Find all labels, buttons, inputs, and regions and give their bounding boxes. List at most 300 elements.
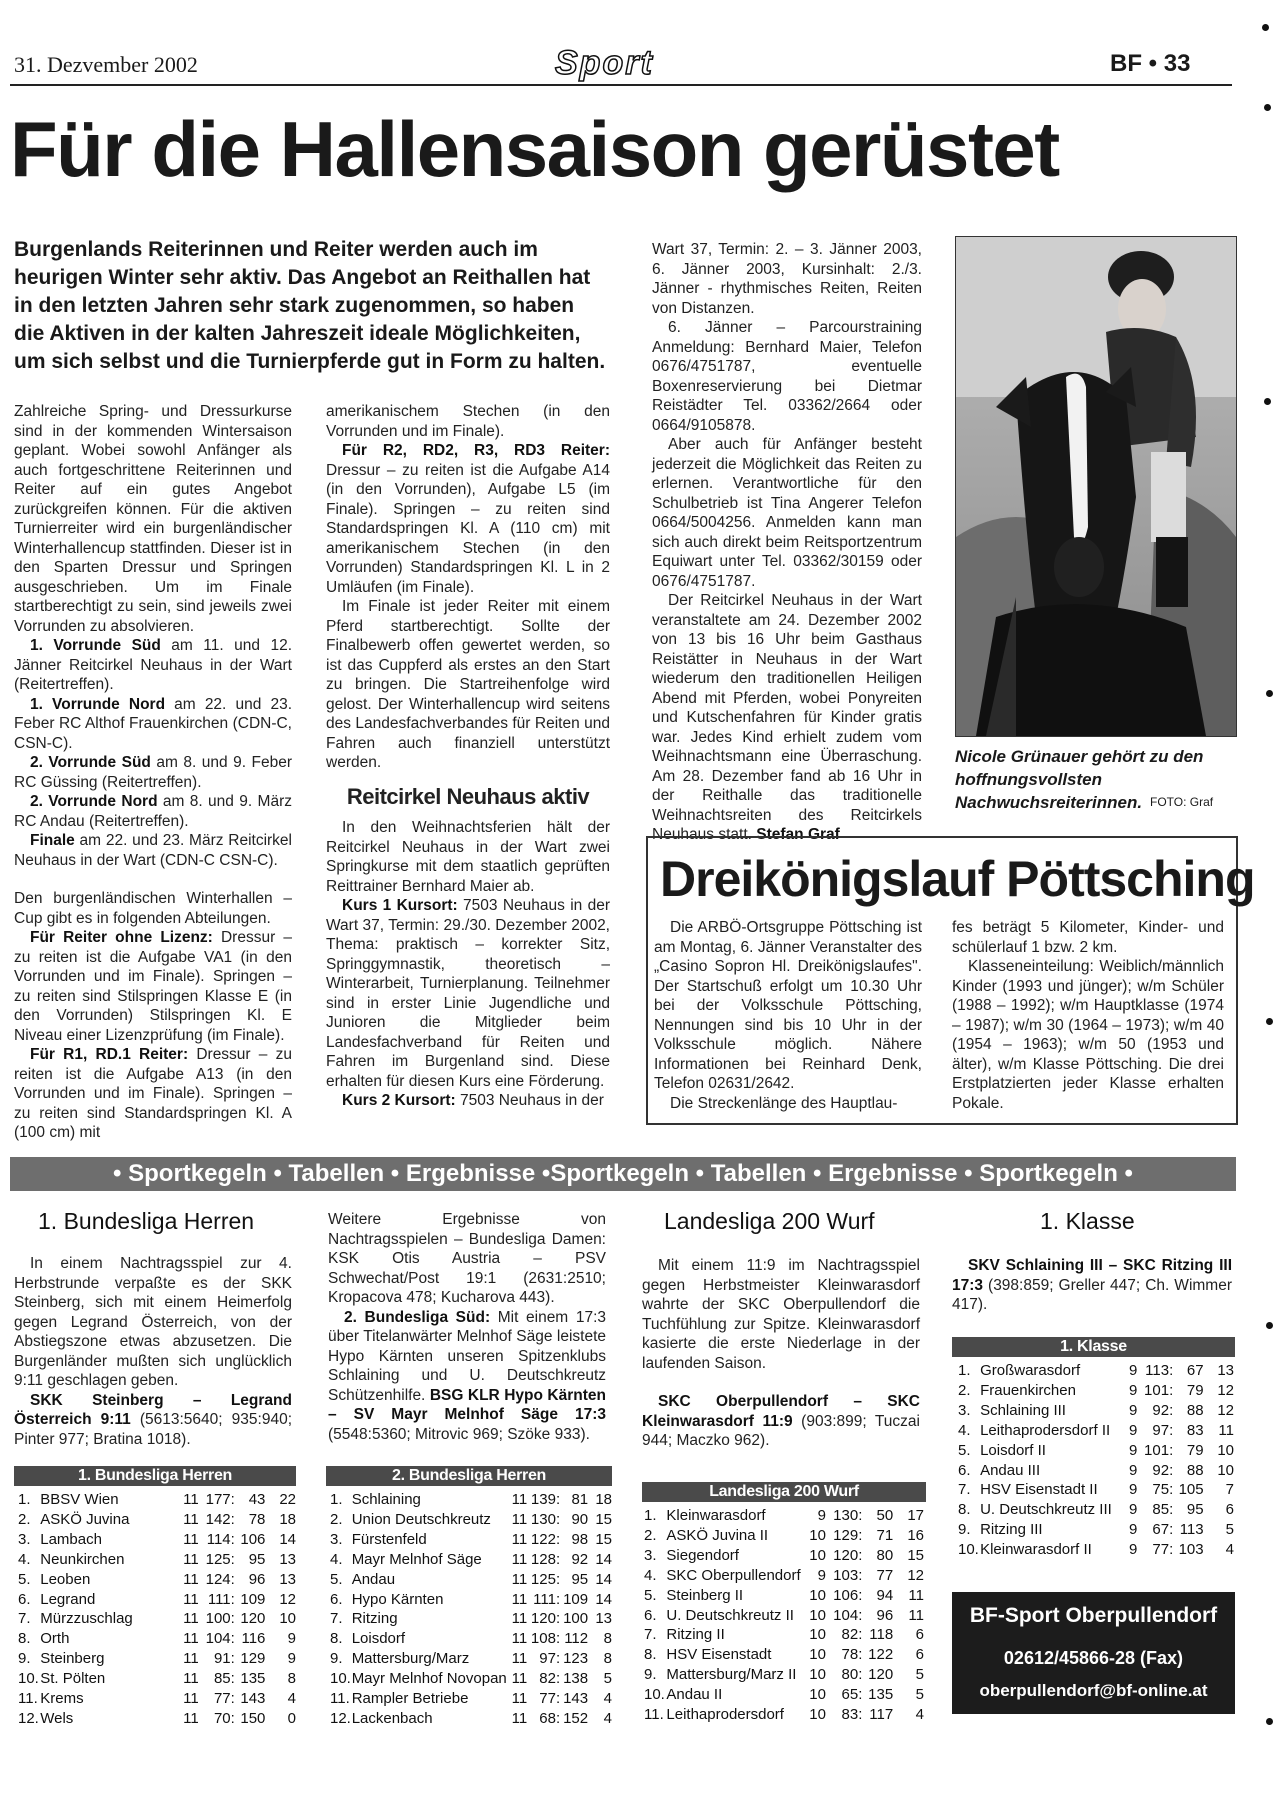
- score-against-cell: 117: [869, 1706, 894, 1724]
- points-cell: 5: [915, 1686, 924, 1704]
- score-for-cell: 77:: [1152, 1541, 1174, 1559]
- rank-cell: 7.: [18, 1610, 31, 1628]
- score-against-cell: 83: [1186, 1421, 1204, 1439]
- games-cell: 11: [511, 1630, 528, 1648]
- bold-text: 2. Vorrunde Nord: [30, 793, 158, 810]
- score-for-cell: 122:: [530, 1530, 561, 1548]
- team-cell: Legrand: [40, 1590, 96, 1608]
- team-cell: Mattersburg/Marz II: [666, 1666, 797, 1684]
- edge-mark: [1264, 398, 1271, 405]
- score-for-cell: 114:: [206, 1530, 235, 1548]
- rank-cell: 3.: [958, 1401, 971, 1419]
- points-cell: 15: [907, 1546, 924, 1564]
- table-row: [958, 1461, 1234, 1481]
- points-cell: 11: [908, 1586, 924, 1604]
- games-cell: 11: [511, 1530, 528, 1548]
- table-header-landesliga: Landesliga 200 Wurf: [642, 1482, 926, 1502]
- score-against-cell: 106: [240, 1530, 266, 1548]
- points-cell: 0: [287, 1709, 296, 1727]
- score-against-cell: 123: [563, 1650, 589, 1668]
- team-cell: Andau II: [666, 1686, 723, 1704]
- score-for-cell: 111:: [533, 1590, 561, 1608]
- bold-text: Für R2, RD2, R3, RD3 Reiter:: [342, 442, 610, 459]
- team-cell: Steinberg II: [666, 1586, 744, 1604]
- table-row: [958, 1381, 1234, 1401]
- games-cell: 11: [511, 1550, 528, 1568]
- rank-cell: 1.: [644, 1507, 657, 1524]
- score-for-cell: 101:: [1144, 1381, 1174, 1399]
- paragraph: fes beträgt 5 Kilometer, Kinder- und schülerlauf 1 bzw. 2 km.: [952, 919, 1224, 956]
- paragraph: [326, 896, 610, 1091]
- table-row: [18, 1490, 296, 1510]
- article-column-3: [652, 240, 922, 845]
- score-against-cell: 120: [240, 1610, 266, 1628]
- text: (5548:5360; Mitrovic 969; Szöke 933).: [328, 1425, 590, 1443]
- table-row: [330, 1629, 612, 1649]
- team-cell: St. Pölten: [40, 1670, 106, 1688]
- issue-date: 31. Dezvember 2002: [14, 52, 198, 77]
- points-cell: 6: [1225, 1501, 1234, 1519]
- team-cell: Frauenkirchen: [980, 1381, 1076, 1399]
- games-cell: 9: [1129, 1481, 1138, 1499]
- article-author: Stefan Graf: [756, 826, 840, 843]
- rank-cell: 3.: [330, 1530, 343, 1548]
- table-row: [18, 1550, 296, 1570]
- paragraph: In einem Nachtragsspiel zur 4. Herbstrunde verpaßte es der SKK Steinberg, sich mit einem Heimerfolg gegen Legrand Österreich, von der Abstiegszone etwas abzusetzen. Die Burgenländer mußten sich unglücklich 9:11 geschlagen geben.: [14, 1255, 292, 1389]
- score-against-cell: 96: [876, 1606, 894, 1624]
- team-cell: Andau III: [980, 1461, 1041, 1479]
- score-for-cell: 125:: [205, 1550, 235, 1568]
- edge-mark: [1264, 104, 1271, 111]
- team-cell: Siegendorf: [666, 1546, 739, 1564]
- rank-cell: 11.: [18, 1690, 38, 1708]
- team-cell: ASKÖ Juvina: [40, 1510, 130, 1528]
- article-column-1: [14, 402, 292, 1143]
- team-cell: Orth: [40, 1630, 70, 1648]
- score-against-cell: 95: [1186, 1501, 1204, 1519]
- table-row: [958, 1401, 1234, 1421]
- rank-cell: 5.: [644, 1586, 657, 1604]
- edge-mark: [1262, 24, 1269, 31]
- rank-cell: 8.: [644, 1646, 657, 1664]
- team-cell: Schlaining: [351, 1491, 421, 1508]
- table-row: [958, 1500, 1234, 1520]
- points-cell: 10: [279, 1610, 296, 1628]
- score-for-cell: 97:: [1152, 1421, 1174, 1439]
- table-row: [330, 1570, 612, 1590]
- games-cell: 9: [1129, 1401, 1138, 1419]
- rank-cell: 7.: [330, 1610, 343, 1628]
- score-for-cell: 128:: [530, 1550, 561, 1568]
- table-row: [18, 1570, 296, 1590]
- rank-cell: 7.: [644, 1626, 657, 1644]
- paragraph: amerikanischem Stechen (in den Vorrunden und im Finale).: [326, 403, 610, 440]
- table-row: [958, 1441, 1234, 1461]
- text: 7503 Neuhaus in der Wart 37, Termin: 29./30. Dezember 2002, Thema: praktisch – korrekter Sitz, Springgymnastik, theoretisch – Winterarbeit, Turnierplanung. Teilnehmer sind in erster Linie Jugendliche und Junioren die Mitglieder beim Landesfachverband für Reiten und Fahren im Burgenland sind. Diese erhalten für diesen Kurs eine Förderung.: [326, 897, 610, 1090]
- points-cell: 11: [1218, 1421, 1234, 1439]
- points-cell: 14: [595, 1570, 612, 1588]
- score-against-cell: 79: [1186, 1381, 1204, 1399]
- points-cell: 12: [907, 1566, 924, 1584]
- rank-cell: 1.: [958, 1362, 971, 1379]
- rank-cell: 10.: [958, 1541, 979, 1559]
- text: Dressur – zu reiten ist die Aufgabe VA1 (in den Vorrunden und im Finale). Springen – zu reiten sind Stilspringen Klasse E (in den Vorrunden) Stilspringen Kl. E Niveau einer Lizenzprüfung (im Finale).: [14, 929, 293, 1044]
- paragraph: [14, 792, 292, 831]
- score-against-cell: 143: [240, 1690, 266, 1708]
- games-cell: 11: [183, 1709, 199, 1727]
- score-for-cell: 113:: [1145, 1362, 1174, 1379]
- points-cell: 14: [595, 1550, 612, 1568]
- team-cell: Kleinwarasdorf: [666, 1507, 766, 1524]
- score-for-cell: 92:: [1152, 1401, 1174, 1419]
- team-cell: Ritzing III: [980, 1521, 1043, 1539]
- games-cell: 11: [511, 1670, 528, 1688]
- score-for-cell: 130:: [833, 1507, 863, 1524]
- points-cell: 9: [287, 1630, 296, 1648]
- edge-mark: [1266, 1018, 1273, 1025]
- paragraph: Aber auch für Anfänger besteht jederzeit die Möglichkeit das Reiten zu erlernen. Verantwortliche für den Schulbetrieb ist Tina Angerer Telefon 0664/5004256. Anmelden kann man sich auch direkt beim Reitsportzentrum Equiwart unter Tel. 03362/30159 oder 0676/4751787.: [652, 436, 922, 590]
- team-cell: Mürzzuschlag: [40, 1610, 133, 1628]
- games-cell: 11: [183, 1530, 199, 1548]
- score-for-cell: 101:: [1144, 1441, 1174, 1459]
- article-headline: Für die Hallensaison gerüstet: [10, 105, 1059, 193]
- points-cell: 10: [1217, 1441, 1234, 1459]
- table-row: [18, 1669, 296, 1689]
- bold-text: SKK Steinberg – Legrand Österreich 9:11: [14, 1391, 292, 1428]
- score-against-cell: 113: [1179, 1521, 1204, 1539]
- score-for-cell: 82:: [841, 1626, 863, 1644]
- score-for-cell: 177:: [205, 1491, 235, 1508]
- score-against-cell: 138: [563, 1670, 589, 1688]
- table-row: [18, 1590, 296, 1610]
- points-cell: 13: [1217, 1362, 1234, 1379]
- standings-table-landesliga: [644, 1506, 924, 1725]
- bold-text: Kurs 1 Kursort:: [342, 897, 458, 914]
- score-against-cell: 150: [240, 1709, 266, 1727]
- games-cell: 11: [183, 1650, 199, 1668]
- team-cell: Andau: [351, 1570, 396, 1588]
- team-cell: Neunkirchen: [40, 1550, 125, 1568]
- boxed-article-column-2: [952, 918, 1224, 1113]
- bold-text: 2. Vorrunde Süd: [30, 754, 151, 771]
- points-cell: 6: [915, 1646, 924, 1664]
- table-row: [644, 1586, 924, 1606]
- points-cell: 8: [287, 1670, 296, 1688]
- paragraph: [14, 831, 292, 870]
- rank-cell: 9.: [330, 1650, 343, 1668]
- paragraph: Die ARBÖ-Ortsgruppe Pöttsching ist am Montag, 6. Jänner Veranstalter des „Casino Sopron Hl. Dreikönigslaufes". Der Startschuß erfolgt um 10.30 Uhr bei der Volksschule Pöttsching, Nennungen sind bis 10 Uhr in der Volksschule möglich. Nähere Informationen bei Reinhard Denk, Telefon 02631/2642.: [654, 919, 922, 1092]
- rank-cell: 2.: [18, 1510, 31, 1528]
- bold-text: 1. Vorrunde Süd: [30, 637, 161, 654]
- games-cell: 9: [1129, 1441, 1138, 1459]
- points-cell: 11: [908, 1606, 924, 1624]
- team-cell: U. Deutschkreutz III: [980, 1501, 1112, 1519]
- section-title: Sport: [555, 44, 654, 82]
- score-for-cell: 68:: [539, 1709, 561, 1727]
- rank-cell: 5.: [958, 1441, 971, 1459]
- rank-cell: 10.: [644, 1686, 665, 1704]
- bold-text: SKV Schlaining III – SKC Ritzing III 17:3: [952, 1257, 1232, 1294]
- subsection-title: Landesliga 200 Wurf: [664, 1208, 875, 1234]
- games-cell: 11: [183, 1491, 199, 1508]
- points-cell: 14: [279, 1530, 296, 1548]
- text: Dressur – zu reiten ist die Aufgabe A14 (in den Vorrunden), Aufgabe L5 (im Finale). Springen – zu reiten sind Standardspringen Kl. A (110 cm) mit amerikanischem Stechen (in den Vorrunden) Standardspringen Kl. L in 2 Umläufen (im Finale).: [326, 461, 610, 596]
- bold-text: Für Reiter ohne Lizenz:: [30, 929, 213, 946]
- table-row: [330, 1510, 612, 1530]
- table-row: [644, 1645, 924, 1665]
- paragraph: [652, 591, 922, 845]
- table-row: [330, 1669, 612, 1689]
- team-cell: Union Deutschkreutz: [351, 1510, 491, 1528]
- table-row: [958, 1480, 1234, 1500]
- table-row: [330, 1550, 612, 1570]
- score-for-cell: 91:: [213, 1650, 235, 1668]
- points-cell: 18: [279, 1510, 296, 1528]
- rank-cell: 4.: [18, 1550, 31, 1568]
- bold-text: 2. Bundesliga Süd:: [344, 1308, 491, 1326]
- table-row: [644, 1566, 924, 1586]
- paragraph: [14, 636, 292, 695]
- score-for-cell: 78:: [841, 1646, 863, 1664]
- score-against-cell: 143: [563, 1690, 589, 1708]
- points-cell: 9: [287, 1650, 296, 1668]
- rank-cell: 2.: [958, 1381, 971, 1399]
- team-cell: Wels: [40, 1709, 74, 1727]
- score-for-cell: 82:: [539, 1670, 561, 1688]
- score-against-cell: 95: [248, 1550, 266, 1568]
- table-row: [330, 1609, 612, 1629]
- rank-cell: 6.: [18, 1590, 31, 1608]
- rank-cell: 4.: [958, 1421, 971, 1439]
- score-against-cell: 88: [1186, 1401, 1204, 1419]
- points-cell: 22: [279, 1491, 296, 1508]
- games-cell: 11: [511, 1510, 528, 1528]
- score-for-cell: 83:: [841, 1706, 863, 1724]
- paragraph: 6. Jänner – Parcourstraining Anmeldung: Bernhard Maier, Telefon 0676/4751787, eventuelle Boxenreservierung bei Dietmar Reistädter Tel. 03362/2664 oder 0664/9105878.: [652, 319, 922, 434]
- text: Mit einem 17:3 über Titelanwärter Melnhof Säge leistete Hypo Kärnten unseren Spitzenklubs Schlaining und U. Deutschkreutz Schützenhilfe.: [328, 1308, 606, 1404]
- points-cell: 12: [1217, 1401, 1234, 1419]
- score-for-cell: 80:: [841, 1666, 863, 1684]
- bold-text: SKC Oberpullendorf – SKC Kleinwarasdorf 11:9: [642, 1393, 920, 1430]
- score-for-cell: 129:: [833, 1526, 863, 1544]
- score-against-cell: 122: [868, 1646, 894, 1664]
- games-cell: 11: [511, 1709, 528, 1727]
- team-cell: Hypo Kärnten: [351, 1590, 444, 1608]
- boxed-article-column-1: [654, 918, 922, 1113]
- score-against-cell: 98: [571, 1530, 589, 1548]
- standings-table-klasse1: [958, 1361, 1234, 1560]
- score-against-cell: 105: [1178, 1481, 1204, 1499]
- score-for-cell: 125:: [530, 1570, 561, 1588]
- rank-cell: 3.: [644, 1546, 657, 1564]
- team-cell: BBSV Wien: [40, 1491, 119, 1508]
- score-against-cell: 78: [248, 1510, 266, 1528]
- rank-cell: 11.: [330, 1690, 350, 1708]
- paragraph: [14, 928, 292, 1045]
- games-cell: 11: [183, 1610, 199, 1628]
- points-cell: 6: [915, 1626, 924, 1644]
- paragraph: [328, 1308, 606, 1445]
- text: (903:899; Tuczai 944; Maczko 962).: [642, 1412, 920, 1449]
- paragraph: [14, 1045, 292, 1143]
- team-cell: U. Deutschkreutz II: [666, 1606, 794, 1624]
- points-cell: 5: [603, 1670, 612, 1688]
- team-cell: Mattersburg/Marz: [351, 1650, 470, 1668]
- rank-cell: 3.: [18, 1530, 31, 1548]
- paragraph: [326, 441, 610, 597]
- paragraph: In den Weihnachtsferien hält der Reitcirkel Neuhaus in der Wart zwei Springkurse mit dem staatlich geprüften Reittrainer Bernhard Maier ab.: [326, 819, 610, 895]
- score-for-cell: 104:: [205, 1630, 235, 1648]
- text: am 11. und 12. Jänner Reitcirkel Neuhaus in der Wart (Reitertreffen).: [14, 637, 293, 693]
- team-cell: ASKÖ Juvina II: [666, 1526, 769, 1544]
- score-for-cell: 100:: [205, 1610, 235, 1628]
- table-row: [18, 1609, 296, 1629]
- games-cell: 9: [1129, 1541, 1138, 1559]
- kegeln-text-1: [14, 1254, 292, 1449]
- points-cell: 15: [595, 1530, 612, 1548]
- points-cell: 15: [595, 1510, 612, 1528]
- score-against-cell: 109: [563, 1590, 589, 1608]
- table-row: [644, 1685, 924, 1705]
- games-cell: 9: [1129, 1381, 1138, 1399]
- rank-cell: 7.: [958, 1481, 971, 1499]
- points-cell: 13: [279, 1550, 296, 1568]
- games-cell: 11: [183, 1550, 199, 1568]
- games-cell: 11: [183, 1690, 199, 1708]
- score-for-cell: 139:: [530, 1491, 561, 1508]
- rank-cell: 9.: [644, 1666, 657, 1684]
- paragraph: [14, 753, 292, 792]
- edge-mark: [1266, 690, 1273, 697]
- bold-text: Für R1, RD.1 Reiter:: [30, 1046, 189, 1063]
- points-cell: 13: [279, 1570, 296, 1588]
- score-for-cell: 70:: [213, 1709, 235, 1727]
- edge-mark: [1266, 1322, 1273, 1329]
- score-against-cell: 95: [571, 1570, 589, 1588]
- score-against-cell: 67: [1186, 1362, 1204, 1379]
- bold-text: 1. Vorrunde Nord: [30, 695, 166, 713]
- points-cell: 4: [915, 1706, 924, 1724]
- score-for-cell: 103:: [833, 1566, 863, 1584]
- points-cell: 10: [1217, 1461, 1234, 1479]
- rank-cell: 2.: [330, 1510, 343, 1528]
- score-for-cell: 124:: [205, 1570, 235, 1588]
- rank-cell: 12.: [330, 1709, 351, 1727]
- team-cell: Mayr Melnhof Säge: [351, 1550, 482, 1568]
- score-for-cell: 97:: [539, 1650, 561, 1668]
- table-header-klasse1: 1. Klasse: [952, 1337, 1235, 1357]
- paragraph: Den burgenländischen Winterhallen – Cup gibt es in folgenden Abteilungen.: [14, 890, 292, 927]
- rank-cell: 9.: [958, 1521, 971, 1539]
- games-cell: 11: [511, 1650, 528, 1668]
- table-row: [958, 1421, 1234, 1441]
- table-row: [644, 1705, 924, 1725]
- edge-mark: [1266, 1718, 1273, 1725]
- score-against-cell: 116: [241, 1630, 266, 1648]
- points-cell: 13: [595, 1610, 612, 1628]
- team-cell: Rampler Betriebe: [351, 1690, 469, 1708]
- text: am 8. und 9. Feber RC Güssing (Reitertreffen).: [14, 754, 292, 791]
- games-cell: 10: [809, 1686, 826, 1704]
- text: am 22. und 23. März Reitcirkel Neuhaus in der Wart (CDN-C CSN-C).: [14, 832, 292, 869]
- team-cell: Leoben: [40, 1570, 91, 1588]
- table-row: [644, 1526, 924, 1546]
- score-against-cell: 96: [248, 1570, 266, 1588]
- rank-cell: 11.: [644, 1706, 664, 1724]
- score-against-cell: 103: [1178, 1541, 1204, 1559]
- table-row: [330, 1649, 612, 1669]
- team-cell: Fürstenfeld: [351, 1530, 427, 1548]
- bold-text: Kurs 2 Kursort:: [342, 1092, 456, 1109]
- points-cell: 5: [1225, 1521, 1234, 1539]
- points-cell: 17: [907, 1507, 924, 1524]
- score-against-cell: 152: [563, 1709, 589, 1727]
- games-cell: 9: [817, 1507, 826, 1524]
- table-row: [330, 1490, 612, 1510]
- text: Der Reitcirkel Neuhaus in der Wart veranstaltete am 24. Dezember 2002 von 13 bis 16 Uhr beim Gasthaus Reistätter in Neuhaus in der Wart wiederum den traditionellen Heiligen Abend mit Pferden, wobei Ponyreiten und Kutschenfahren für Kinder gratis war. Jedes Kind erhielt zudem vom Weihnachtsmann eine Überraschung. Am 28. Dezember fand ab 16 Uhr in der Reithalle das traditionelle Weihnachtsreiten des Reitcirkels Neuhaus statt.: [652, 592, 922, 843]
- games-cell: 11: [183, 1670, 199, 1688]
- paragraph: [326, 1091, 610, 1111]
- photo-credit: FOTO: Graf: [1150, 795, 1214, 809]
- games-cell: 10: [809, 1606, 826, 1624]
- games-cell: 9: [1129, 1501, 1138, 1519]
- team-cell: Kleinwarasdorf II: [980, 1541, 1092, 1559]
- score-against-cell: 79: [1186, 1441, 1204, 1459]
- score-for-cell: 67:: [1152, 1521, 1174, 1539]
- subsection-title: 1. Klasse: [1040, 1208, 1135, 1234]
- table-row: [18, 1689, 296, 1709]
- games-cell: 9: [1129, 1461, 1138, 1479]
- rank-cell: 12.: [18, 1709, 39, 1727]
- games-cell: 10: [809, 1586, 826, 1604]
- team-cell: Krems: [40, 1690, 84, 1708]
- rank-cell: 10.: [330, 1670, 351, 1688]
- table-row: [644, 1665, 924, 1685]
- games-cell: 10: [809, 1626, 826, 1644]
- points-cell: 12: [279, 1590, 296, 1608]
- table-row: [330, 1590, 612, 1610]
- score-against-cell: 135: [868, 1686, 894, 1704]
- score-for-cell: 120:: [530, 1610, 561, 1628]
- team-cell: Leithaprodersdorf II: [980, 1421, 1111, 1439]
- section-banner-text: • Sportkegeln • Tabellen • Ergebnisse •Sportkegeln • Tabellen • Ergebnisse • Sportkegeln •: [113, 1160, 1133, 1187]
- points-cell: 14: [595, 1590, 612, 1608]
- paragraph: Zahlreiche Spring- und Dressurkurse sind in der kommenden Wintersaison geplant. Wobei sowohl Anfänger als auch fortgeschrittene Reiterinnen und Reiter auf ein gutes Angebot zurückgreifen können. Für die aktiven Turnierreiter wird ein burgenländischer Winterhallencup stattfinden. Dieser ist in den Sparten Dressur und Springen ausgeschrieben. Um im Finale startberechtigt zu sein, sind jeweils zwei Vorrunden zu absolvieren.: [14, 403, 292, 635]
- team-cell: Steinberg: [40, 1650, 105, 1668]
- points-cell: 16: [907, 1526, 924, 1544]
- contact-phone: 02612/45866-28 (Fax): [1003, 1648, 1184, 1668]
- score-for-cell: 75:: [1152, 1481, 1174, 1499]
- score-for-cell: 85:: [1152, 1501, 1174, 1519]
- rank-cell: 4.: [330, 1550, 343, 1568]
- rank-cell: 5.: [18, 1570, 31, 1588]
- team-cell: Ritzing II: [666, 1626, 725, 1644]
- score-for-cell: 108:: [530, 1630, 561, 1648]
- games-cell: 9: [1129, 1362, 1138, 1379]
- standings-table-bl2: [330, 1490, 612, 1729]
- table-row: [644, 1546, 924, 1566]
- score-against-cell: 100: [563, 1610, 589, 1628]
- points-cell: 4: [287, 1690, 296, 1708]
- contact-title: BF-Sport Oberpullendorf: [969, 1604, 1218, 1627]
- games-cell: 11: [511, 1570, 528, 1588]
- games-cell: 11: [183, 1630, 199, 1648]
- team-cell: Großwarasdorf: [980, 1362, 1081, 1379]
- team-cell: Schlaining III: [980, 1401, 1066, 1419]
- score-against-cell: 94: [876, 1586, 894, 1604]
- points-cell: 7: [1225, 1481, 1234, 1499]
- paragraph: Klasseneinteilung: Weiblich/männlich Kinder (1993 und jünger); w/m Schüler (1988 – 1992); w/m Hauptklasse (1974 – 1987); w/m 30 (1964 – 1973); w/m 40 (1954 – 1963); w/m 50 (1953 und älter), w/m Klasse Pöttsching. Die drei Erstplatzierten jeder Klasse erhalten Pokale.: [952, 958, 1224, 1112]
